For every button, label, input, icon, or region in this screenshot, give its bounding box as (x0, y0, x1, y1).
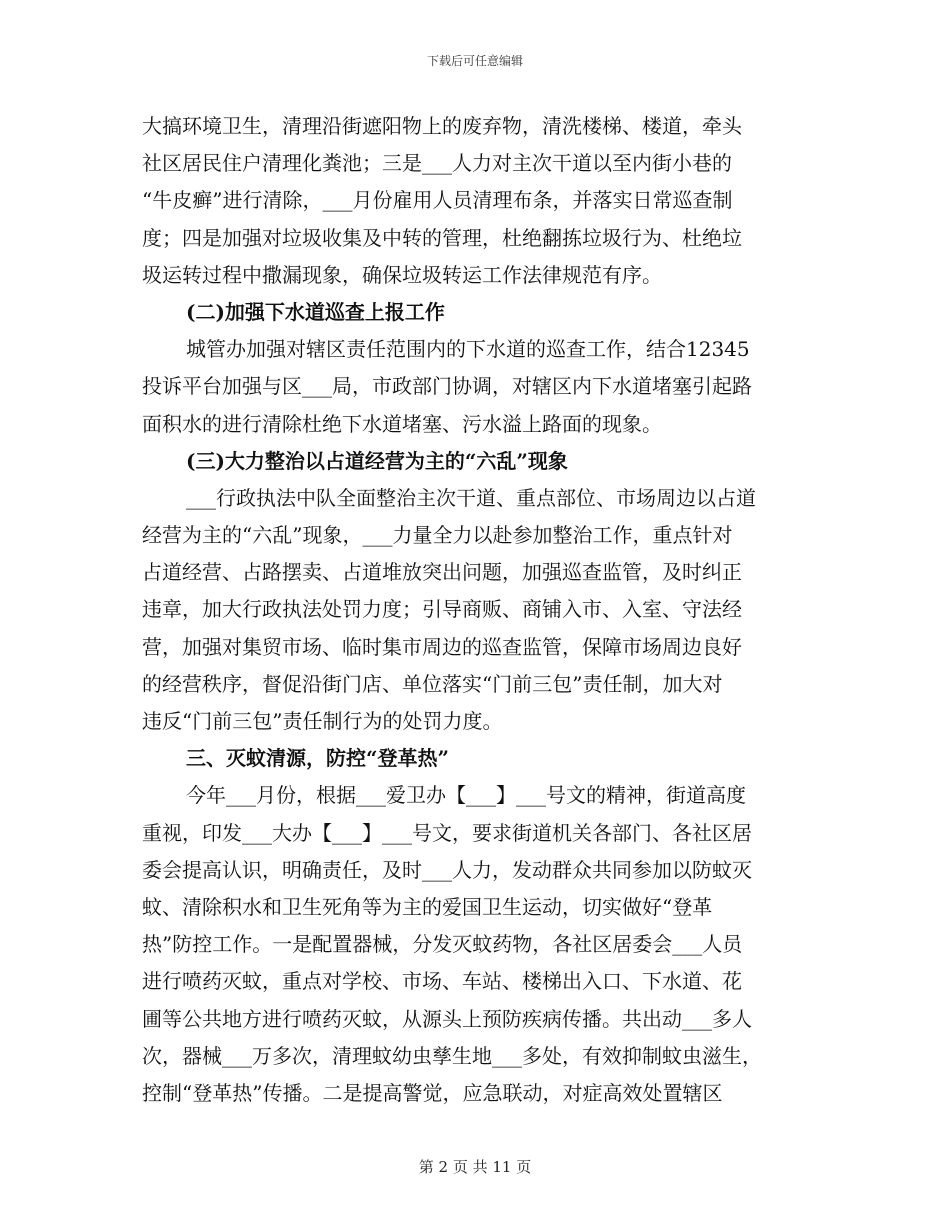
paragraph-line: 违反“门前三包”责任制行为的处罚力度。 (142, 709, 503, 733)
paragraph-line: “牛皮癣”进行清除，___月份雇用人员清理布条，并落实日常巡查制 (142, 188, 733, 213)
paragraph-line: 投诉平台加强与区___局，市政部门协调，对辖区内下水道堵塞引起路 (142, 374, 752, 399)
paragraph-line: 进行喷药灭蚊，重点对学校、市场、车站、楼梯出入口、下水道、花 (142, 969, 742, 994)
paragraph-line: 蚊、清除积水和卫生死角等为主的爱国卫生运动，切实做好“登革 (142, 894, 713, 919)
page-header: 下载后可任意编辑 (426, 54, 523, 68)
section-heading: (二)加强下水道巡查上报工作 (186, 299, 445, 324)
paragraph-line: 社区居民住户清理化粪池；三是___人力对主次干道以至内街小巷的 (142, 151, 732, 176)
paragraph-line: 重视，印发___大办【___】___号文，要求街道机关各部门、各社区居 (142, 820, 752, 845)
paragraph-line: 度；四是加强对垃圾收集及中转的管理，杜绝翻拣垃圾行为、杜绝垃 (142, 225, 742, 250)
paragraph-line: 热”防控工作。一是配置器械，分发灭蚊药物，各社区居委会___人员 (142, 932, 743, 957)
paragraph-line: 圃等公共地方进行喷药灭蚊，从源头上预防疾病传播。共出动___多人 (142, 1006, 752, 1031)
paragraph-line: 城管办加强对辖区责任范围内的下水道的巡查工作，结合12345 (186, 337, 750, 362)
section-heading: 三、灭蚊清源，防控“登革热” (186, 746, 450, 771)
paragraph-line: 委会提高认识，明确责任，及时___人力，发动群众共同参加以防蚊灭 (142, 857, 752, 882)
paragraph-line: 圾运转过程中撒漏现象，确保垃圾转运工作法律规范有序。 (142, 262, 662, 287)
page-number-footer: 第 2 页 共 11 页 (418, 1158, 532, 1176)
paragraph-line: 大搞环境卫生，清理沿街遮阳物上的废弃物，清洗楼梯、楼道，牵头 (142, 114, 742, 138)
paragraph-line: 次，器械___万多次，清理蚊幼虫孳生地___多处，有效抑制蚊虫滋生， (142, 1043, 762, 1068)
document-body (142, 108, 808, 1112)
paragraph-line: 今年___月份，根据___爱卫办【___】___号文的精神，街道高度 (186, 783, 746, 808)
paragraph-line: 的经营秩序，督促沿街门店、单位落实“门前三包”责任制，加大对 (142, 671, 723, 696)
paragraph-line: 占道经营、占路摆卖、占道堆放突出问题，加强巡查监管，及时纠正 (142, 560, 742, 585)
paragraph-line: 营，加强对集贸市场、临时集市周边的巡查监管，保障市场周边良好 (142, 634, 742, 659)
paragraph-line: 面积水的进行清除杜绝下水道堵塞、污水溢上路面的现象。 (142, 411, 662, 436)
paragraph-line: ___行政执法中队全面整治主次干道、重点部位、市场周边以占道 (186, 485, 756, 510)
paragraph-line: 控制“登革热”传播。二是提高警觉，应急联动，对症高效处置辖区 (142, 1080, 723, 1105)
section-heading: (三)大力整治以占道经营为主的“六乱”现象 (186, 448, 568, 473)
paragraph-line: 经营为主的“六乱”现象，___力量全力以赴参加整治工作，重点针对 (142, 523, 733, 548)
paragraph-line: 违章，加大行政执法处罚力度；引导商贩、商铺入市、入室、守法经 (142, 597, 742, 622)
